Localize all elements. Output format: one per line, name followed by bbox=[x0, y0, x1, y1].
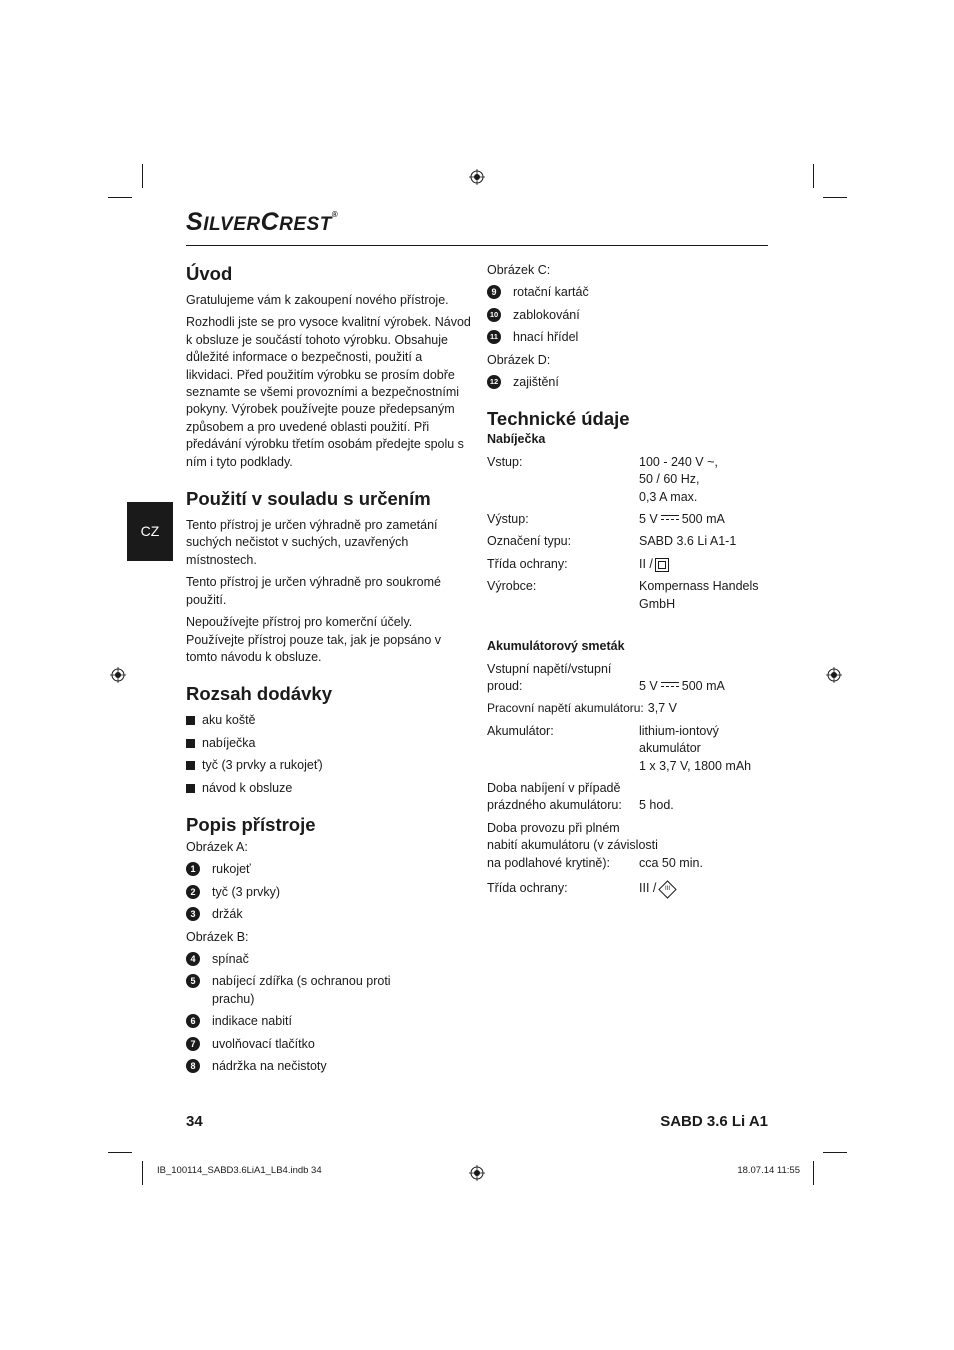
list-item: 1 rukojeť bbox=[186, 861, 472, 878]
spec-row: Doba provozu při plném nabití akumulátoru (v závislosti na podlahové krytině): bbox=[487, 820, 658, 870]
number-badge: 7 bbox=[186, 1037, 200, 1051]
figure-label: Obrázek C: bbox=[487, 263, 551, 277]
crop-mark bbox=[823, 197, 847, 198]
paragraph: Gratulujeme vám k zakoupení nového přístroje. bbox=[186, 293, 449, 307]
crop-mark bbox=[142, 164, 143, 188]
brand-logo: SILVERCREST® bbox=[186, 208, 339, 236]
list-item: 7 uvolňovací tlačítko bbox=[186, 1036, 472, 1053]
section-title-uvod: Úvod bbox=[186, 263, 233, 284]
paragraph: Rozhodli jste se pro vysoce kvalitní výrobek. Návod k obsluze je součástí tohoto výrobku. Obsahuje důležité informace o bezpečnosti, použití a likvidaci. Před použitím výrobku se prosím dobře seznamte se všemi provozními a bezpečnostními pokyny. Výrobek používejte pouze předepsaným způsobem a pro uvedené oblasti použití. Při předávání výrobku třetím osobám předejte spolu s ním i tyto podklady. bbox=[186, 315, 471, 469]
spec-row: Akumulátor: lithium-iontový akumulátor 1 x 3,7 V, 1800 mAh bbox=[487, 723, 752, 773]
spec-row: Výstup: 5 V 500 mA bbox=[487, 512, 725, 527]
list-item: 6 indikace nabití bbox=[186, 1013, 472, 1030]
number-badge: 9 bbox=[487, 285, 501, 299]
list-item: tyč (3 prvky a rukojeť) bbox=[186, 757, 472, 774]
section-title-rozsah: Rozsah dodávky bbox=[186, 683, 332, 705]
registration-mark-icon bbox=[826, 667, 842, 683]
registration-mark-icon bbox=[110, 667, 126, 683]
figure-label: Obrázek D: bbox=[487, 352, 551, 367]
paragraph: Nepoužívejte přístroj pro komerční účely. Používejte přístroj pouze tak, jak je popsáno v tomto návodu k obsluze. bbox=[186, 615, 442, 664]
list-item: 8 nádržka na nečistoty bbox=[186, 1058, 472, 1075]
figure-label: Obrázek B: bbox=[186, 929, 249, 944]
dc-symbol-icon bbox=[661, 515, 679, 523]
number-badge: 10 bbox=[487, 308, 501, 322]
number-badge: 4 bbox=[186, 952, 200, 966]
spec-row: Třída ochrany: II / bbox=[487, 556, 777, 573]
left-column bbox=[186, 262, 472, 1080]
number-badge: 2 bbox=[186, 885, 200, 899]
crop-mark bbox=[108, 197, 132, 198]
spec-row: Označení typu: SABD 3.6 Li A1-1 bbox=[487, 534, 737, 549]
crop-mark bbox=[813, 164, 814, 188]
section-title-pouziti: Použití v souladu s určením bbox=[186, 488, 431, 510]
right-column bbox=[487, 262, 777, 903]
paragraph: Tento přístroj je určen výhradně pro soukromé použití. bbox=[186, 575, 441, 607]
number-badge: 3 bbox=[186, 907, 200, 921]
list-item: 12 zajištění bbox=[487, 374, 777, 391]
list-item: 4 spínač bbox=[186, 951, 472, 968]
crop-mark bbox=[813, 1161, 814, 1185]
number-badge: 12 bbox=[487, 375, 501, 389]
number-badge: 8 bbox=[186, 1059, 200, 1073]
registration-mark-icon bbox=[469, 1165, 485, 1181]
header-rule bbox=[186, 245, 768, 246]
paragraph: Tento přístroj je určen výhradně pro zametání suchých nečistot v suchých, uzavřených místnostech. bbox=[186, 518, 438, 567]
subsection-title: Nabíječka bbox=[487, 432, 546, 447]
number-badge: 6 bbox=[186, 1014, 200, 1028]
figure-label: Obrázek A: bbox=[186, 839, 248, 854]
crop-mark bbox=[823, 1152, 847, 1153]
protection-class-ii-icon bbox=[655, 558, 669, 572]
list-item: 10 zablokování bbox=[487, 307, 777, 324]
list-item: 2 tyč (3 prvky) bbox=[186, 884, 472, 901]
number-badge: 11 bbox=[487, 330, 501, 344]
number-badge: 5 bbox=[186, 974, 200, 988]
list-item: 9 rotační kartáč bbox=[487, 284, 777, 301]
section-title-tech: Technické údaje bbox=[487, 408, 630, 430]
print-slug: IB_100114_SABD3.6LiA1_LB4.indb 34 bbox=[157, 1165, 322, 1176]
spec-row-value: cca 50 min. bbox=[639, 855, 703, 870]
list-item: nabíječka bbox=[186, 735, 472, 752]
page-number: 34 bbox=[186, 1113, 203, 1130]
spec-row: Pracovní napětí akumulátoru: 3,7 V bbox=[487, 701, 677, 716]
spec-row: Výrobce: Kompernass Handels GmbH bbox=[487, 579, 759, 611]
model-name: SABD 3.6 Li A1 bbox=[660, 1113, 768, 1130]
spec-row: Vstupní napětí/vstupní proud: 5 V 500 mA bbox=[487, 661, 725, 693]
list-item: návod k obsluze bbox=[186, 780, 472, 797]
list-item: 5 nabíjecí zdířka (s ochranou proti prachu) bbox=[186, 973, 422, 1008]
language-tab: CZ bbox=[127, 502, 173, 561]
print-date: 18.07.14 11:55 bbox=[737, 1165, 800, 1176]
protection-class-iii-icon: III bbox=[659, 880, 677, 898]
crop-mark bbox=[142, 1161, 143, 1185]
list-item: 3 držák bbox=[186, 906, 472, 923]
dc-symbol-icon bbox=[661, 682, 679, 690]
number-badge: 1 bbox=[186, 862, 200, 876]
spec-row: Třída ochrany: III / III bbox=[487, 880, 777, 897]
section-title-popis: Popis přístroje bbox=[186, 813, 316, 835]
subsection-title: Akumulátorový smeták bbox=[487, 639, 625, 654]
crop-mark bbox=[108, 1152, 132, 1153]
list-item: 11 hnací hřídel bbox=[487, 329, 777, 346]
spec-row: Doba nabíjení v případě prázdného akumulátoru: 5 hod. bbox=[487, 780, 674, 813]
list-item: aku koště bbox=[186, 712, 472, 729]
registration-mark-icon bbox=[469, 169, 485, 185]
spec-row: Vstup: 100 - 240 V ~, 50 / 60 Hz, 0,3 A max. bbox=[487, 454, 718, 504]
